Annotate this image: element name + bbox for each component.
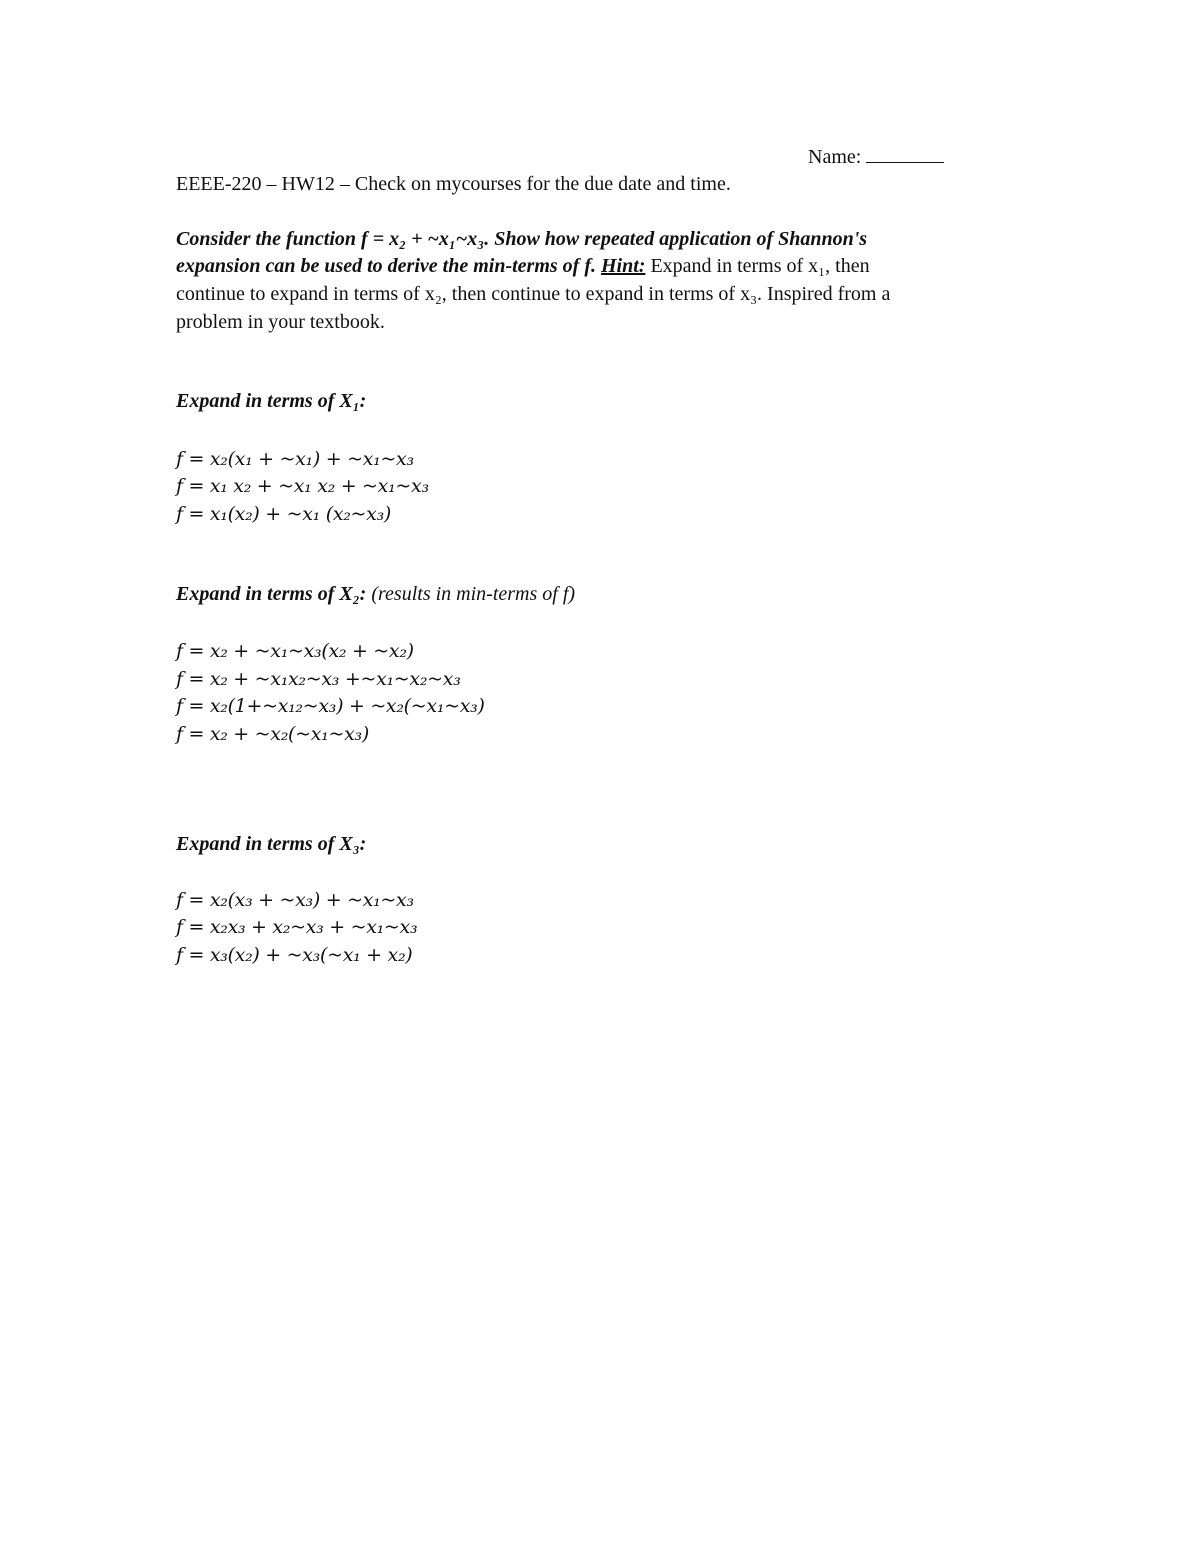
- section-2-equation-1: f = x₂ + ~x₁~x₃(x₂ + ~x₂): [176, 640, 414, 662]
- section-3-equation-3: f = x₃(x₂) + ~x₃(~x₁ + x₂): [176, 944, 413, 966]
- name-blank-line: [866, 146, 944, 163]
- problem-line-2: [176, 252, 870, 280]
- name-field: [808, 143, 944, 171]
- section-1-equation-1: f = x₂(x₁ + ~x₁) + ~x₁~x₃: [176, 448, 414, 470]
- hint-text-1: Expand in terms of x₁, then: [645, 255, 870, 277]
- section-3-heading: Expand in terms of X₃:: [176, 833, 367, 855]
- section-3-equation-1: f = x₂(x₃ + ~x₃) + ~x₁~x₃: [176, 889, 414, 911]
- section-2-heading-note: (results in min-terms of f): [366, 583, 576, 605]
- section-1-heading: Expand in terms of X₁:: [176, 390, 367, 412]
- section-2-equation-2: f = x₂ + ~x₁x₂~x₃ +~x₁~x₂~x₃: [176, 668, 461, 690]
- section-1-equation-3: f = x₁(x₂) + ~x₁ (x₂~x₃): [176, 503, 392, 525]
- section-2-equation-3: f = x₂(1+~x₁₂~x₃) + ~x₂(~x₁~x₃): [176, 695, 485, 717]
- problem-line-3: continue to expand in terms of x₂, then continue to expand in terms of x₃. Inspired from a: [176, 283, 891, 305]
- section-2-heading: Expand in terms of X₂:: [176, 583, 367, 605]
- problem-prompt-2: expansion can be used to derive the min-terms of f.: [176, 255, 601, 277]
- course-line: EEEE-220 – HW12 – Check on mycourses for the due date and time.: [176, 173, 731, 195]
- hint-label: Hint:: [600, 255, 646, 277]
- problem-prompt-1: Consider the function f = x₂ + ~x₁~x₃. Show how repeated application of Shannon's: [176, 228, 868, 250]
- section-1-equation-2: f = x₁ x₂ + ~x₁ x₂ + ~x₁~x₃: [176, 475, 429, 497]
- section-2-heading-line: [176, 580, 575, 608]
- name-label: Name:: [808, 146, 862, 168]
- section-3-equation-2: f = x₂x₃ + x₂~x₃ + ~x₁~x₃: [176, 916, 418, 938]
- section-2-equation-4: f = x₂ + ~x₂(~x₁~x₃): [176, 723, 369, 745]
- problem-line-1: [176, 225, 867, 253]
- problem-line-4: problem in your textbook.: [176, 311, 385, 333]
